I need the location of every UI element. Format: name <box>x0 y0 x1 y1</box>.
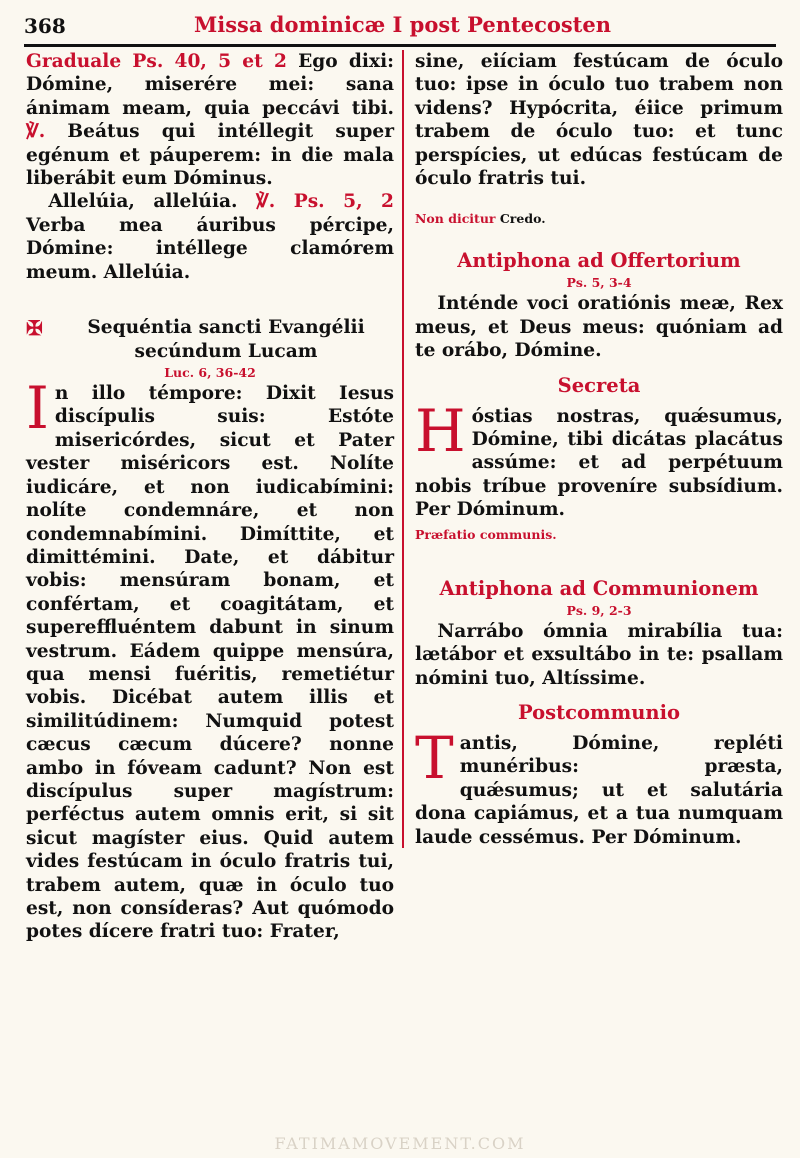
communio-text: Narrábo ómnia mirabília tua: lætábor et exsultábo in te: psallam nómini tuo, Altíssime. <box>415 620 783 689</box>
secreta-body: óstias nostras, quǽsumus, Dómine, tibi dicátas placátus assúme: et ad perpétuum nobis tríbue proveníre subsídium. Per Dóminum. <box>415 405 783 521</box>
communio-title: Antiphona ad Communionem <box>439 576 759 600</box>
offertorium-title: Antiphona ad Offertorium <box>457 249 741 273</box>
postcommunio-title: Postcommunio <box>517 700 681 724</box>
page-number: 368 <box>24 14 66 38</box>
running-title: Missa dominicæ I post Pentecosten <box>194 12 612 37</box>
rubric-credo-black: Credo. <box>495 211 546 227</box>
gospel-continuation: sine, eiíciam festúcam de óculo tuo: ipse in óculo tuo trabem non videns? Hypócrita, éiice primum trabem de óculo tuo: et tunc perspícies, ut edúcas festúcam de óculo fratris tui. <box>415 51 783 190</box>
graduale-text-a: Ego dixi: Dómine, miserére mei: sana ánimam meam, quia peccávi tibi. <box>26 51 394 119</box>
graduale-text-b: Beátus qui intéllegit super egénum et páuperem: in die mala liberábit eum Dóminus. <box>26 121 394 190</box>
dropcap-t: T <box>415 723 454 792</box>
rubric-praefatio: Præfatio communis. <box>415 526 557 542</box>
dropcap-i: I <box>26 374 49 443</box>
column-divider <box>402 50 404 848</box>
page-header <box>24 10 776 47</box>
gospel-title-text: Sequéntia sancti Evangélii secúndum Lucam <box>87 317 365 363</box>
communio-ref: Ps. 9, 2-3 <box>566 602 632 618</box>
versicle-icon: ℣. <box>256 191 276 213</box>
secreta-title: Secreta <box>557 373 641 397</box>
rubric-credo-red: Non dicitur <box>415 211 496 227</box>
watermark: FATIMAMOVEMENT.COM <box>274 1134 526 1153</box>
graduale-label: Graduale Ps. 40, 5 et 2 <box>26 51 287 72</box>
left-column <box>26 50 394 944</box>
right-column <box>415 50 783 849</box>
cross-icon: ✠ <box>26 316 43 341</box>
alleluia-ref: Ps. 5, 2 <box>275 191 394 213</box>
alleluia <box>26 190 394 284</box>
offertorium-text: Inténde voci oratiónis meæ, Rex meus, et Deus meus: quóniam ad te orábo, Dómine. <box>415 293 783 362</box>
versicle-icon: ℣. <box>26 121 46 143</box>
secreta-text <box>415 396 783 522</box>
rubric-credo <box>415 210 783 228</box>
alleluia-text-b: Verba mea áuribus pércipe, Dómine: intéllege clamórem meum. Allelúia. <box>26 214 394 283</box>
postcommunio-body: antis, Dómine, repléti munéribus: præsta, quǽsumus; ut et salutária dona capiámus, et a tua numquam laude cessémus. Per Dóminum. <box>415 732 783 848</box>
gospel-body: n illo témpore: Dixit Iesus discípulis suis: Estóte misericórdes, sicut et Pater vester miséricors est. Nolíte iudicáre, et non iudicabímini: nolíte condemnáre, et non condemnabímini. Dimíttite, et dimittémini. Date, et dábitur vobis: mensúram bonam, et confértam, et coagitátam, et supereffluéntem dabunt in sinum vestrum. Eádem quippe mensúra, qua mensi fuéritis, remetiétur vobis. Dicébat autem illis et similitúdinem: Numquid potest cæcus cæcum dúcere? nonne ambo in fóveam cadunt? Non est discípulus super magístrum: perféctus autem omnis erit, si sit sicut magíster eius. Quid autem vides festúcam in óculo fratris tui, trabem autem, quæ in óculo tuo est, non consíderas? Aut quómodo potes dícere fratri tuo: Frater, <box>26 383 394 943</box>
gospel-title <box>26 316 394 364</box>
offertorium-ref: Ps. 5, 3-4 <box>566 275 632 291</box>
alleluia-text-a: Allelúia, allelúia. <box>48 191 257 213</box>
postcommunio-text <box>415 723 783 849</box>
gospel-text <box>26 374 394 944</box>
gospel-ref: Luc. 6, 36-42 <box>164 365 256 381</box>
dropcap-h: H <box>415 396 466 465</box>
graduale <box>26 50 394 190</box>
